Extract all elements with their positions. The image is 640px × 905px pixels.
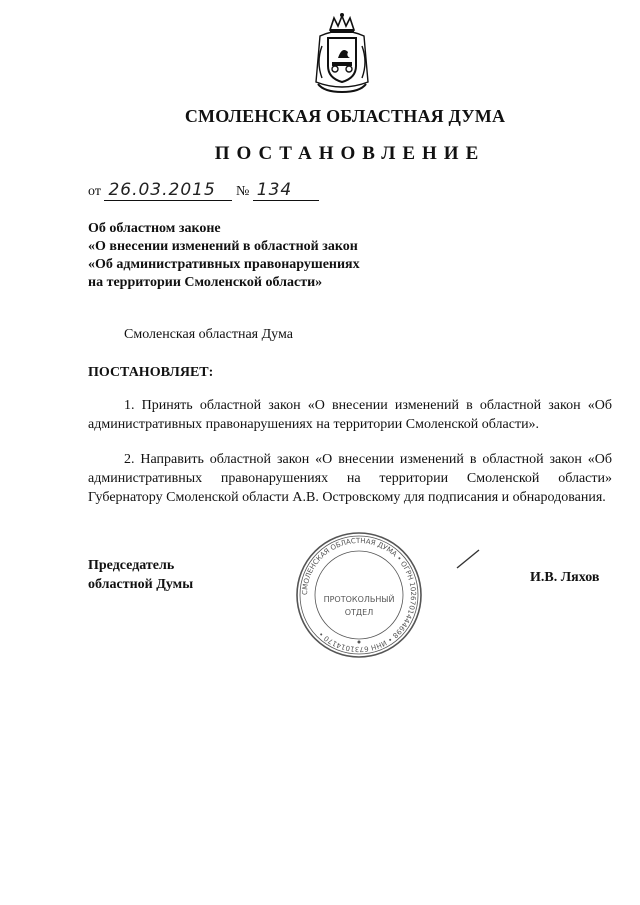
seal-ring-text: СМОЛЕНСКАЯ ОБЛАСТНАЯ ДУМА • ОГРН 1026701444698 • ИНН 6731014170 • bbox=[300, 536, 418, 654]
paragraph-1: 1. Принять областной закон «О внесении изменений в областной закон «Об административных правонарушениях на территории Смоленской области». bbox=[88, 398, 612, 432]
round-seal-icon bbox=[294, 530, 424, 660]
seal-center-line: ОТДЕЛ bbox=[344, 608, 374, 617]
date-prefix: от bbox=[88, 184, 101, 199]
seal-center-line: ПРОТОКОЛЬНЫЙ bbox=[323, 595, 395, 604]
signatory-title-line: Председатель bbox=[88, 558, 175, 573]
subject-line: «Об административных правонарушениях bbox=[88, 257, 360, 272]
document-type-title: ПОСТАНОВЛЕНИЕ bbox=[214, 143, 486, 164]
paragraph-2: 2. Направить областной закон «О внесении изменений в областной закон «Об административных правонарушениях на территории Смоленской области» Губернатору Смоленской области А.В. Островскому для подписания и обнародования. bbox=[88, 452, 612, 505]
organization-name: СМОЛЕНСКАЯ ОБЛАСТНАЯ ДУМА bbox=[184, 106, 506, 126]
signatory-title bbox=[88, 556, 193, 594]
date-number-line bbox=[88, 180, 319, 201]
subject-line: на территории Смоленской области» bbox=[88, 275, 323, 290]
handwritten-number: 134 bbox=[253, 180, 319, 201]
intro-paragraph: Смоленская областная Дума bbox=[124, 327, 293, 342]
coat-of-arms-icon bbox=[310, 12, 374, 96]
resolves-heading: ПОСТАНОВЛЯЕТ: bbox=[88, 365, 214, 380]
signatory-title-line: областной Думы bbox=[88, 577, 194, 592]
subject-line: «О внесении изменений в областной закон bbox=[88, 239, 358, 254]
subject-line: Об областном законе bbox=[88, 221, 221, 236]
handwritten-date: 26.03.2015 bbox=[104, 180, 232, 201]
signature-stroke bbox=[455, 548, 481, 570]
signatory-name: И.В. Ляхов bbox=[530, 570, 600, 585]
subject-block bbox=[88, 220, 360, 292]
number-prefix: № bbox=[235, 184, 250, 199]
